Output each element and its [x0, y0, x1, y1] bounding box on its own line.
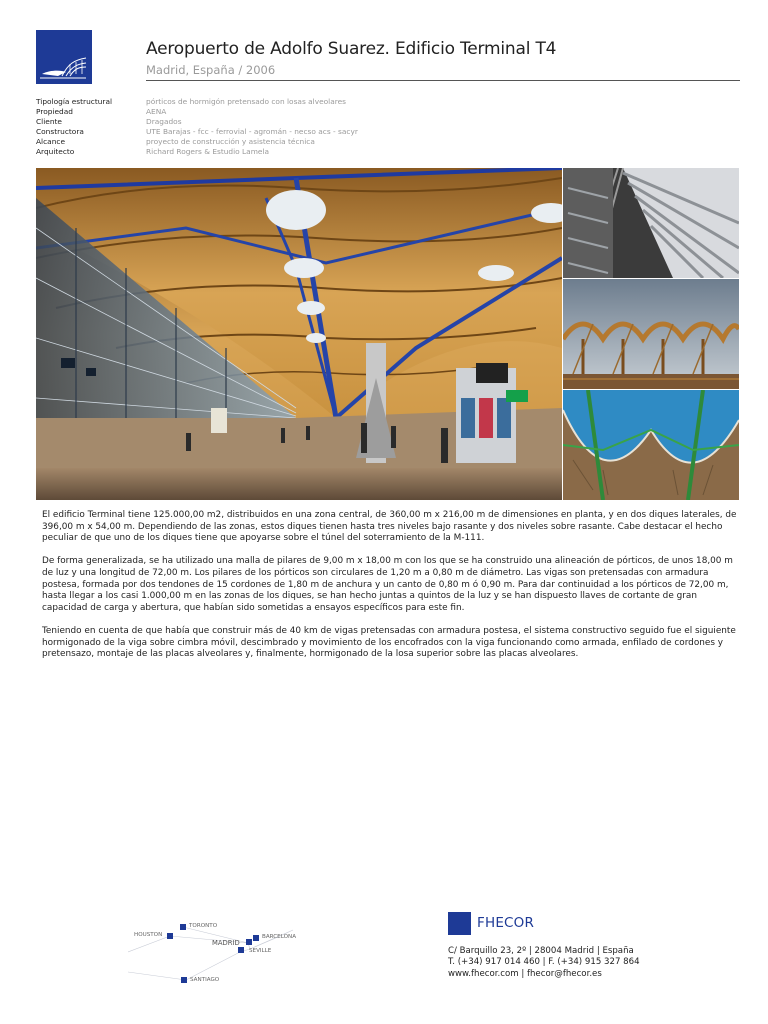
city-label: BARCELONA — [262, 934, 297, 940]
phone-line: T. (+34) 917 014 460 | F. (+34) 915 327 864 — [448, 957, 640, 968]
fhecor-logo-mark — [448, 912, 471, 935]
city-label: SANTIAGO — [190, 977, 220, 983]
office-locations-map — [128, 912, 378, 990]
city-label: HOUSTON — [134, 932, 163, 938]
city-label: MADRID — [212, 939, 240, 947]
map-marker — [246, 939, 252, 945]
page-subtitle: Madrid, España / 2006 — [146, 63, 276, 77]
spec-label: Tipología estructural — [36, 97, 113, 106]
spec-value: Dragados — [146, 117, 182, 127]
city-label: SEVILLE — [249, 948, 272, 954]
spec-row — [36, 107, 358, 117]
header-divider — [146, 80, 740, 81]
spec-row — [36, 137, 358, 147]
spec-table — [36, 97, 358, 158]
spec-row — [36, 147, 358, 157]
map-marker — [180, 924, 186, 930]
spec-value: pórticos de hormigón pretensado con losas alveolares — [146, 97, 347, 106]
web-email-link[interactable]: www.fhecor.com | fhecor@fhecor.es — [448, 968, 602, 979]
spec-row — [36, 117, 358, 127]
contact-info — [448, 946, 640, 980]
page-title: Aeropuerto de Adolfo Suarez. Edificio Terminal T4 — [146, 39, 557, 59]
airplane-icon — [36, 30, 92, 84]
address-line: C/ Barquillo 23, 2º | 28004 Madrid | España — [448, 946, 634, 956]
description-paragraph: El edificio Terminal tiene 125.000,00 m2, distribuidos en una zona central, de 360,00 m x 216,00 m de dimensiones en planta, y en dos diques laterales, de 396,00 m x 54,00 m. Dependiendo de las zonas, estos diques tienen hasta tres niveles bajo rasante y dos niveles sobre rasante. Cabe destacar el hecho peculiar de que uno de los diques tiene que apoyarse sobre el túnel del soterramiento de la M-111. — [42, 510, 737, 544]
spec-label: Cliente — [36, 117, 62, 127]
spec-value: UTE Barajas - fcc - ferrovial - agromán - necso acs - sacyr — [146, 127, 358, 137]
spec-value: Richard Rogers & Estudio Lamela — [146, 147, 270, 157]
spec-value: AENA — [146, 107, 167, 117]
spec-label: Propiedad — [36, 107, 73, 117]
project-description — [42, 510, 738, 672]
spec-row — [36, 127, 358, 137]
roof-ribs-photo — [563, 168, 739, 278]
spec-label: Constructora — [36, 127, 84, 137]
terminal-interior-photo — [36, 168, 562, 500]
spec-label: Alcance — [36, 137, 65, 147]
airport-logo — [36, 30, 92, 84]
description-paragraph: De forma generalizada, se ha utilizado una malla de pilares de 9,00 m x 18,00 m con los que se ha construido una alineación de pórticos, de unos 18,00 m de luz y una longitud de 72,00 m. Los pilares de los pórticos son circulares de 1,20 m a 0,80 m de diámetro. Las vigas son pretensadas con armadura postesa, formada por dos tendones de 15 cordones de 1,80 m de anchura y un canto de 0,80 m ó 0,90 m. Para dar continuidad a los pórticos de 72,00 m, hasta llegar a los casi 1.000,00 m en las zonas de los diques, se han hecho juntas a quintos de la luz y se han dispuesto llaves de cortante de gran capacidad de carga y abertura, que habían sido sometidas a ensayos específicos para este fin. — [42, 556, 733, 613]
spec-row — [36, 97, 358, 107]
spec-label: Arquitecto — [36, 147, 75, 157]
map-marker — [181, 977, 187, 983]
spec-value: proyecto de construcción y asistencia técnica — [146, 137, 315, 147]
fhecor-brand: FHECOR — [477, 915, 535, 931]
description-paragraph: Teniendo en cuenta de que había que construir más de 40 km de vigas pretensadas con armadura postesa, el sistema constructivo seguido fue el siguiente hormigonado de la viga sobre cimbra móvil, descimbrado y movimiento de los encofrados con la viga funcionando como armada, enfilado de cordones y pretensazo, montaje de las placas alveolares y, finalmente, hormigonado de la losa superior sobre las placas alveolares. — [42, 625, 736, 660]
roof-structure-photo — [563, 390, 739, 500]
map-marker — [167, 933, 173, 939]
construction-photo — [563, 279, 739, 389]
city-label: TORONTO — [189, 923, 218, 929]
map-marker — [238, 947, 244, 953]
map-marker — [253, 935, 259, 941]
